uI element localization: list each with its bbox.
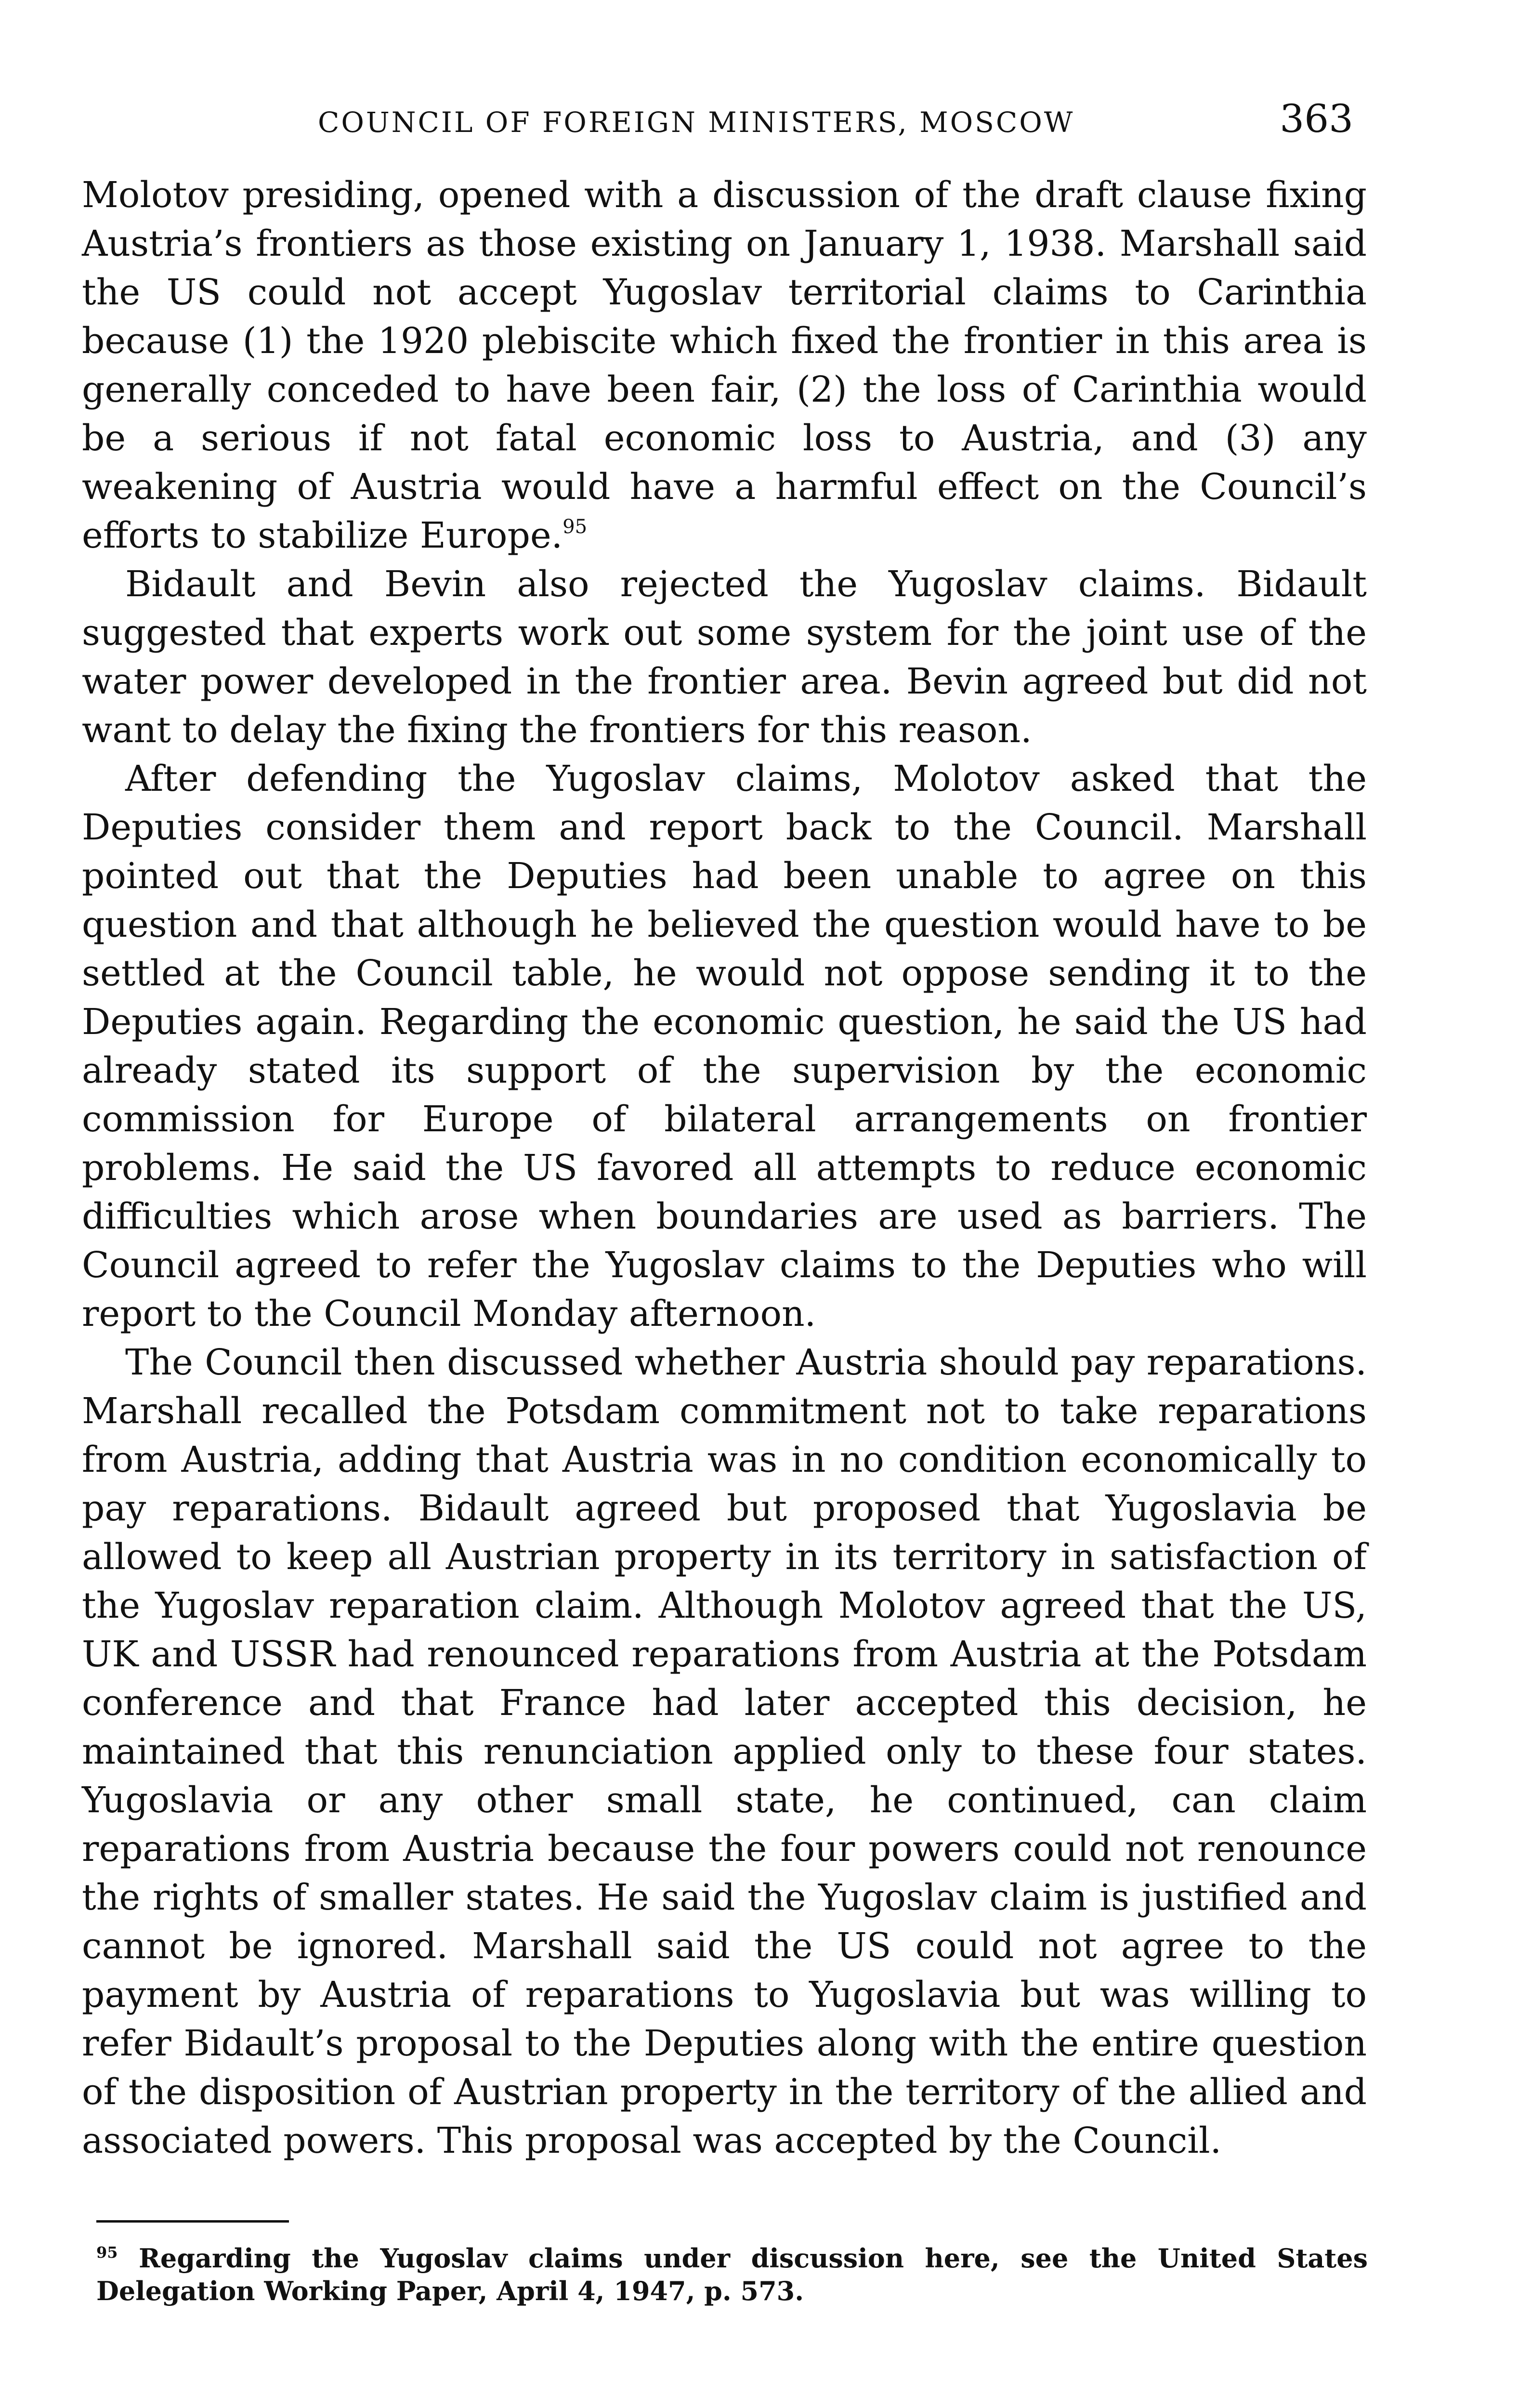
page-number: 363 (1280, 96, 1353, 141)
footnote-divider (96, 2220, 289, 2223)
paragraph: Bidault and Bevin also rejected the Yugoslav claims. Bidault suggested that experts work out some system for the joint use of the water power developed in the frontier area. Bevin agreed but did not want to delay the fixing the frontiers for this reason. (82, 563, 1367, 751)
paragraph: After defending the Yugoslav claims, Molotov asked that the Deputies consider them and report back to the Council. Marshall pointed out that the Deputies had been unable to agree on this question and that although he believed the question would have to be settled at the Council table, he would not oppose sending it to the Deputies again. Regarding the economic question, he said the US had already stated its support of the supervision by the economic commission for Europe of bilateral arrangements on frontier problems. He said the US favored all attempts to reduce economic difficulties which arose when boundaries are used as barriers. The Council agreed to refer the Yugoslav claims to the Deputies who will report to the Council Monday afternoon. (82, 758, 1367, 1335)
paragraph-text: Molotov presiding, opened with a discussion of the draft clause fixing Austria’s frontiers as those existing on January 1, 1938. Marshall said the US could not accept Yugoslav territorial claims to Carinthia because (1) the 1920 plebiscite which fixed the frontier in this area is generally conceded to have been fair, (2) the loss of Carinthia would be a serious if not fatal economic loss to Austria, and (3) any weakening of Austria would have a harmful effect on the Council’s efforts to stabilize Europe. (82, 174, 1367, 556)
body-text (82, 171, 1367, 2165)
paragraph: The Council then discussed whether Austria should pay reparations. Marshall recalled the Potsdam commitment not to take reparations from Austria, adding that Austria was in no condition economically to pay reparations. Bidault agreed but proposed that Yugoslavia be allowed to keep all Austrian property in its territory in satisfaction of the Yugoslav reparation claim. Although Molotov agreed that the US, UK and USSR had renounced reparations from Austria at the Potsdam conference and that France had later accepted this decision, he maintained that this renunciation applied only to these four states. Yugoslavia or any other small state, he continued, can claim reparations from Austria because the four powers could not renounce the rights of smaller states. He said the Yugoslav claim is justified and cannot be ignored. Marshall said the US could not agree to the payment by Austria of reparations to Yugoslavia but was willing to refer Bidault’s proposal to the Deputies along with the entire question of the disposition of Austrian property in the territory of the allied and associated powers. This proposal was accepted by the Council. (82, 1342, 1367, 2161)
running-title: COUNCIL OF FOREIGN MINISTERS, MOSCOW (318, 106, 1075, 139)
page-header (82, 96, 1353, 149)
footnote (96, 2242, 1368, 2307)
footnote-text: Regarding the Yugoslav claims under discussion here, see the United States Delegation Working Paper, April 4, 1947, p. 573. (96, 2243, 1368, 2306)
footnote-mark: 95 (96, 2243, 118, 2262)
footnote-reference[interactable]: 95 (563, 516, 588, 538)
paragraph (82, 171, 1367, 560)
